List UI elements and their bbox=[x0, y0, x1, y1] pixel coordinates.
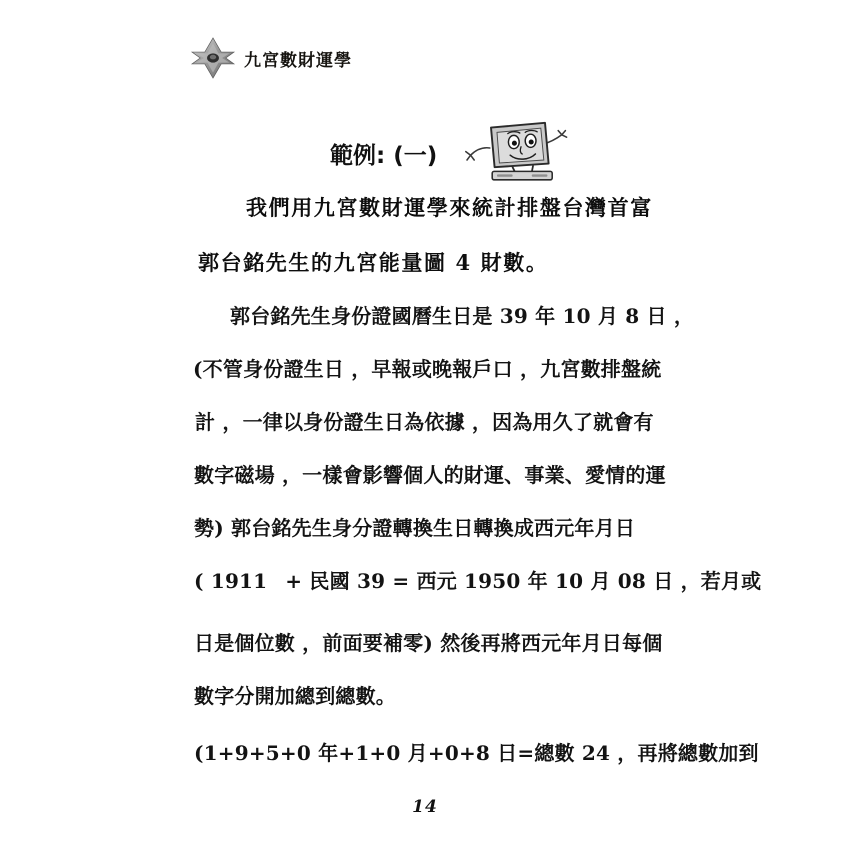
body-line-9: (1+9+5+0 年+1+0 月+0+8 日=總數 24 ，再將總數加到 bbox=[194, 741, 759, 765]
body-line-8: 數字分開加總到總數。 bbox=[194, 684, 396, 708]
running-header bbox=[190, 36, 352, 80]
page-title: 範例: (一) bbox=[330, 143, 438, 169]
body-line-6-prefix: ( 1911 bbox=[194, 569, 268, 593]
example-title-row bbox=[330, 112, 575, 180]
body-line-4: 數字磁場 ，一樣會影響個人的財運、事業、愛情的運 bbox=[194, 463, 666, 487]
hexagram-star-icon bbox=[190, 37, 236, 79]
body-line-6 bbox=[194, 565, 761, 594]
page-number: 14 bbox=[412, 797, 438, 817]
smiling-computer-monitor-icon bbox=[455, 112, 575, 184]
body-line-5: 勢) 郭台銘先生身分證轉換生日轉換成西元年月日 bbox=[194, 516, 636, 540]
body-line-2: (不管身份證生日 ，早報或晚報戶口 ，九宮數排盤統 bbox=[193, 357, 662, 381]
body-line-6-suffix: + 民國 39 = 西元 1950 年 10 月 08 日 ，若月或 bbox=[285, 569, 762, 593]
body-line-3: 計 ，一律以身份證生日為依據 ，因為用久了就會有 bbox=[195, 410, 654, 434]
body-line-7: 日是個位數 ，前面要補零) 然後再將西元年月日每個 bbox=[194, 631, 663, 655]
lead-line-2: 郭台銘先生的九宮能量圖 4 財數。 bbox=[198, 250, 549, 275]
body-line-1: 郭台銘先生身份證國曆生日是 39 年 10 月 8 日 ， bbox=[230, 304, 695, 328]
header-title: 九宮數財運學 bbox=[244, 50, 352, 71]
lead-line-1: 我們用九宮數財運學來統計排盤台灣首富 bbox=[246, 195, 653, 220]
